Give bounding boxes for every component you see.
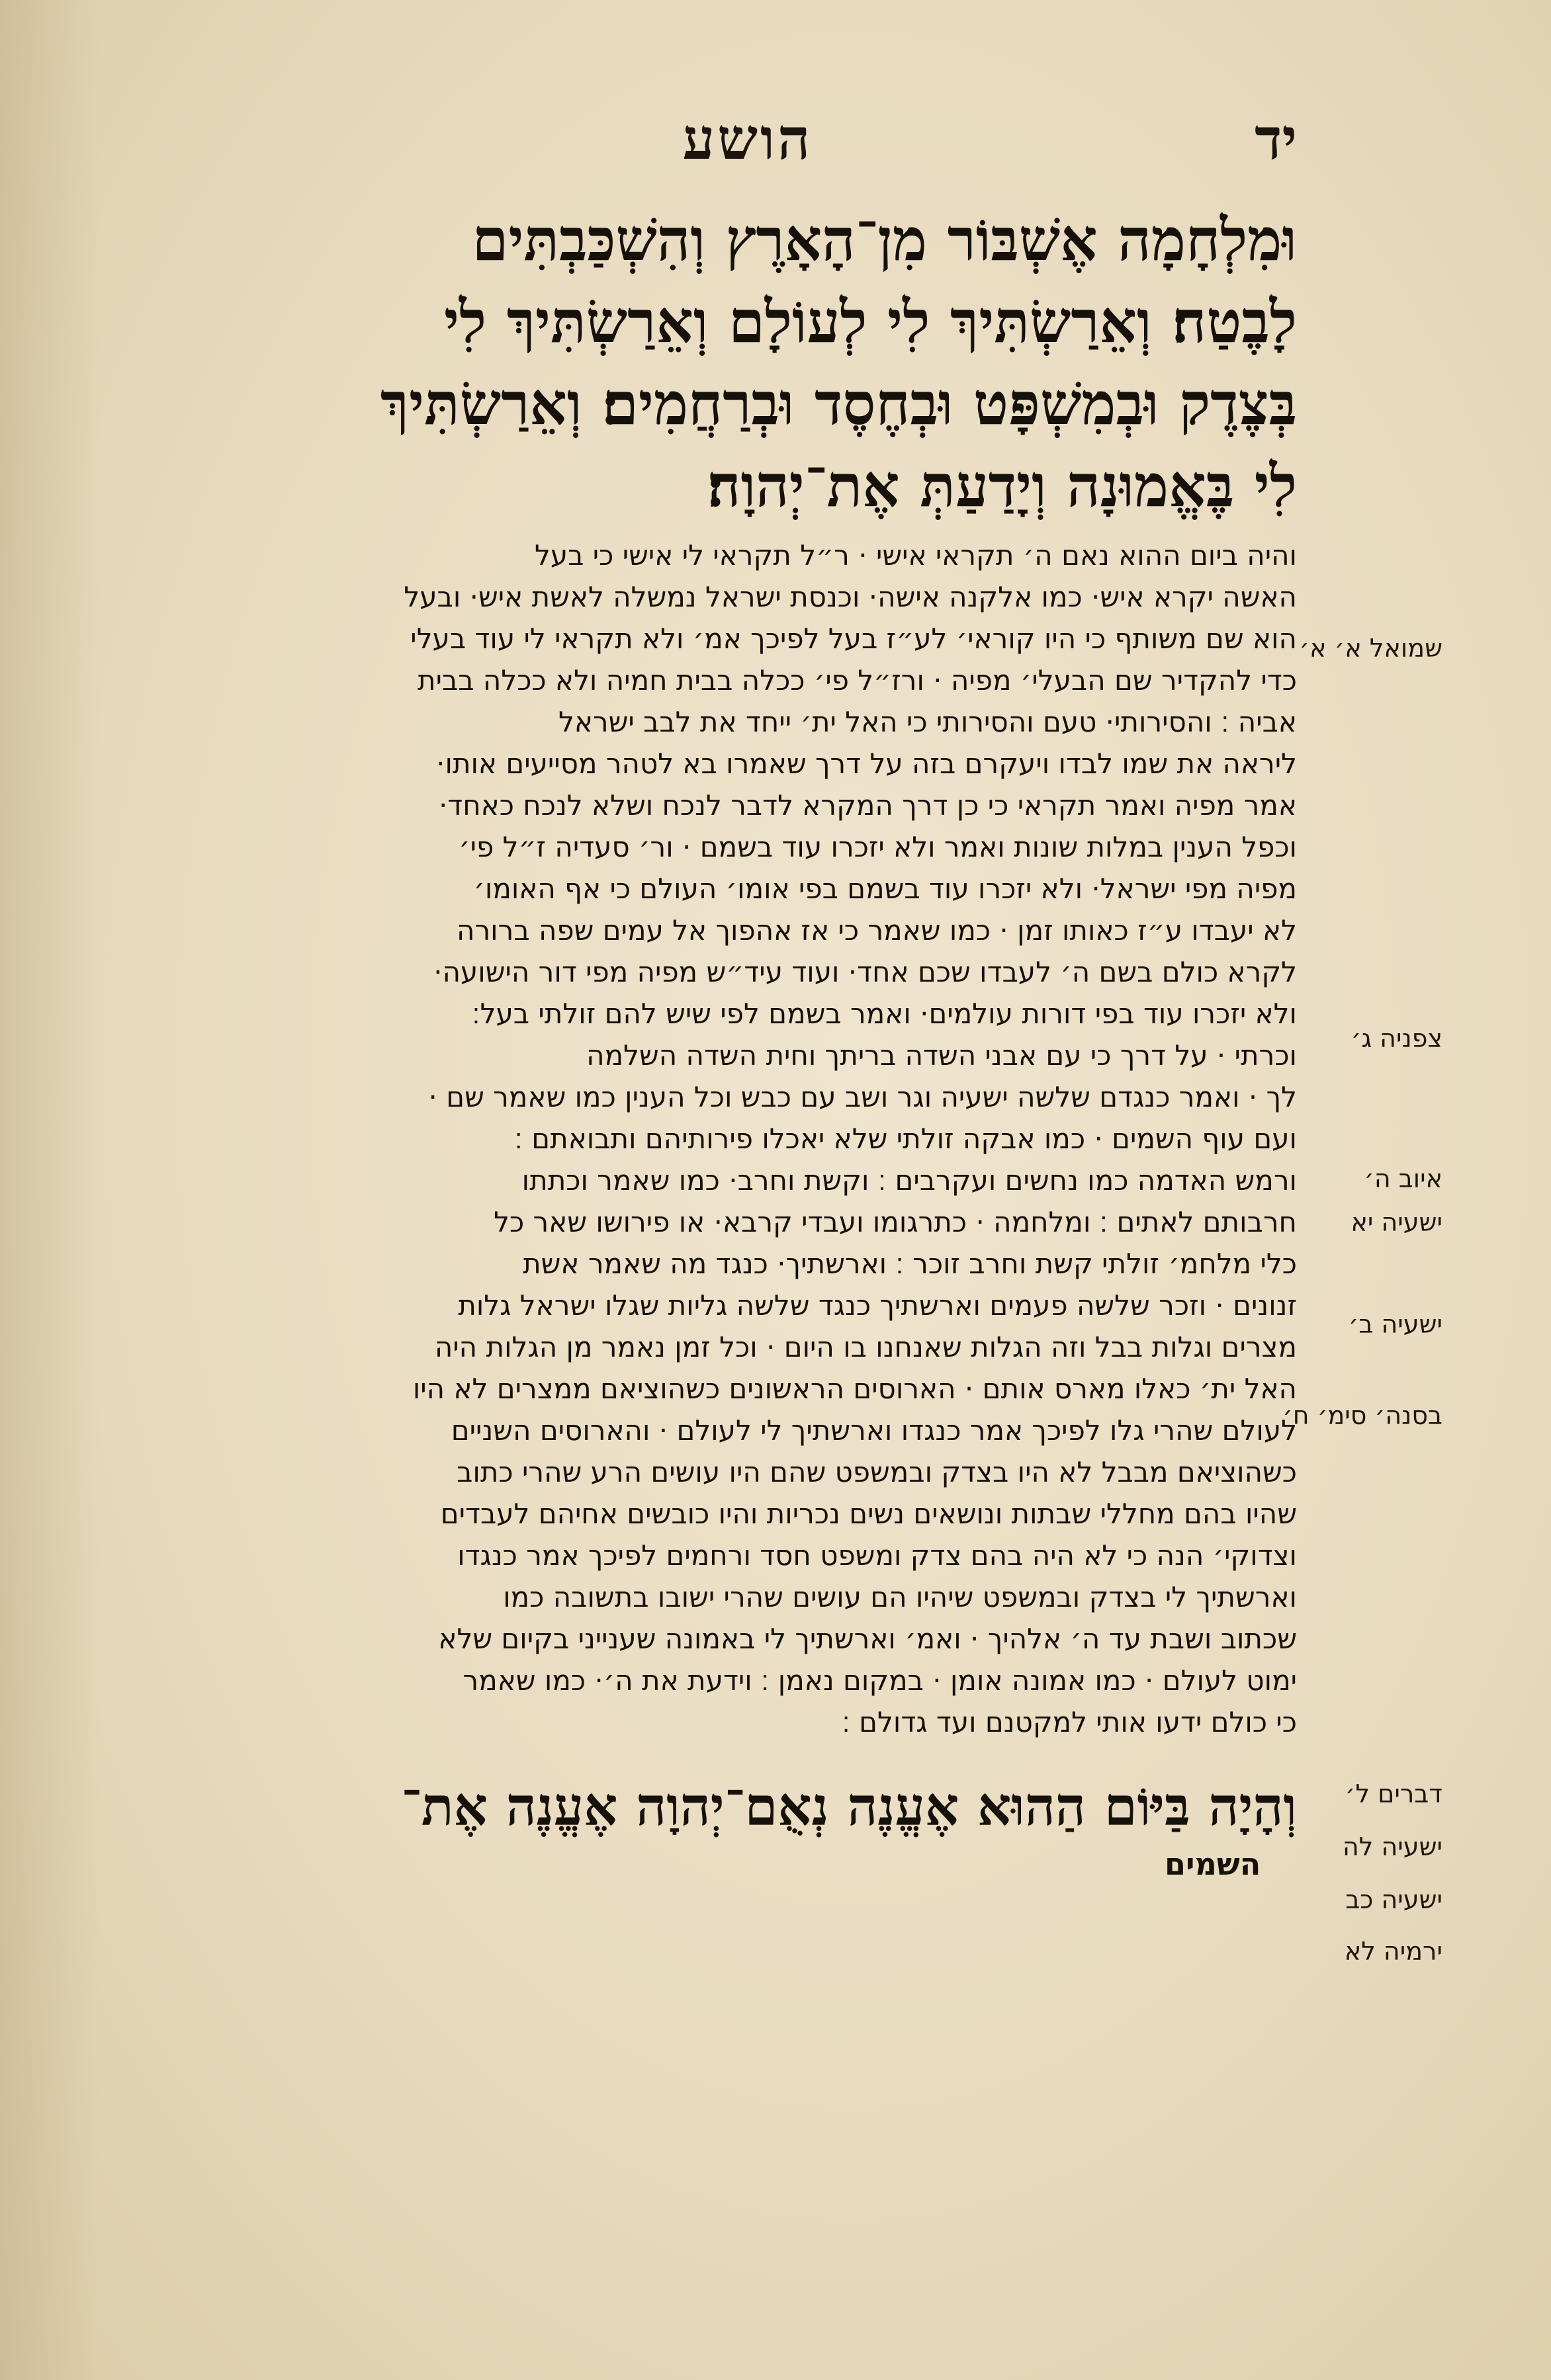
- folio-number: יד: [1255, 106, 1297, 173]
- commentary-line: וכפל הענין במלות שונות ואמר ולא יזכרו עוד בשמם · ור׳ סעדיה ז״ל פי׳: [459, 831, 1297, 863]
- commentary-line: ימוט לעולם · כמו אמונה אומן · במקום נאמן ׃ וידעת את ה׳· כמו שאמר: [463, 1664, 1297, 1697]
- margin-ref: ישעיה לה: [1342, 1832, 1442, 1861]
- verse-line: לָבֶטַח׃ וְאֵרַשְׂתִּיךְ לִי לְעוֹלָם וְאֵרַשְׂתִּיךְ לִי: [443, 287, 1297, 356]
- commentary-line: מפיה מפי ישראל· ולא יזכרו עוד בשמם בפי אומו׳ העולם כי אף האומו׳: [473, 872, 1297, 905]
- commentary-line: אמר מפיה ואמר תקראי כי כן דרך המקרא לדבר לנכח ושלא לנכח כאחד·: [438, 789, 1297, 822]
- margin-references: [1231, 0, 1522, 2380]
- next-verse-line: וְהָיָה בַּיּוֹם הַהוּא אֶעֱנֶה נְאֻם־יְהוָה אֶעֱנֶה אֶת־: [401, 1775, 1297, 1838]
- running-header: [199, 99, 1297, 185]
- margin-ref: דברים ל׳: [1345, 1779, 1442, 1808]
- book-title: הושע: [682, 106, 813, 173]
- commentary-line: לך · ואמר כנגדם שלשה ישעיה וגר ושב עם כבש וכל הענין כמו שאמר שם ·: [428, 1081, 1297, 1113]
- margin-ref: צפניה ג׳: [1351, 1024, 1442, 1053]
- commentary-line: אביה ׃ והסירותי· טעם והסירותי כי האל ית׳ ייחד את לבב ישראל: [558, 706, 1297, 738]
- main-text-block: [185, 198, 1297, 2302]
- verse-block: [185, 198, 1297, 527]
- commentary-line: וצדוקי׳ הנה כי לא היה בהם צדק ומשפט חסד ורחמים לפיכך אמר כנגדו: [457, 1539, 1297, 1572]
- commentary-line: האל ית׳ כאלו מארס אותם · הארוסים הראשונים כשהוציאם ממצרים לא היו: [412, 1373, 1297, 1405]
- margin-ref: ירמיה לא: [1344, 1937, 1442, 1966]
- commentary-line: זנונים · וזכר שלשה פעמים וארשתיך כנגד שלשה גליות שגלו ישראל גלות: [458, 1289, 1297, 1322]
- catchword: השמים: [1165, 1846, 1261, 1882]
- commentary-line: ועם עוף השמים · כמו אבקה זולתי שלא יאכלו פירותיהם ותבואתם ׃: [514, 1123, 1297, 1155]
- commentary-line: שכתוב ושבת עד ה׳ אלהיך · ואמ׳ וארשתיך לי באמונה שענייני בקיום שלא: [438, 1623, 1297, 1655]
- commentary-line: לקרא כולם בשם ה׳ לעבדו שכם אחד· ועוד עיד״ש מפיה מפי דור הישועה·: [433, 956, 1297, 988]
- commentary-line: לא יעבדו ע״ז כאותו זמן · כמו שאמר כי אז אהפוך אל עמים שפה ברורה: [457, 914, 1297, 947]
- commentary-line: כלי מלחמ׳ זולתי קשת וחרב זוכר ׃ וארשתיך· כנגד מה שאמר אשת: [523, 1248, 1297, 1280]
- margin-ref: איוב ה׳: [1364, 1164, 1442, 1193]
- verse-line: וּמִלְחָמָה אֶשְׁבּוֹר מִן־הָאָרֶץ וְהִשְׁכַּבְתִּים: [472, 205, 1297, 274]
- verse-line: בְּצֶדֶק וּבְמִשְׁפָּט וּבְחֶסֶד וּבְרַחֲמִים׃ וְאֵרַשְׂתִּיךְ: [380, 369, 1297, 438]
- margin-ref: ישעיה יא: [1351, 1208, 1442, 1237]
- commentary-line: כי כולם ידעו אותי למקטנם ועד גדולם ׃: [842, 1706, 1297, 1738]
- margin-ref: ישעיה ב׳: [1348, 1310, 1442, 1339]
- commentary-line: והיה ביום ההוא נאם ה׳ תקראי אישי · ר״ל תקראי לי אישי כי בעל: [534, 539, 1297, 572]
- commentary-line: לעולם שהרי גלו לפיכך אמר כנגדו וארשתיך לי לעולם · והארוסים השניים: [451, 1414, 1297, 1447]
- commentary-line: שהיו בהם מחללי שבתות ונושאים נשים נכריות והיו כובשים אחיהם לעבדים: [440, 1498, 1297, 1530]
- commentary-line: כשהוציאם מבבל לא היו בצדק ובמשפט שהם היו עושים הרע שהרי כתוב: [457, 1456, 1297, 1488]
- commentary-line: חרבותם לאתים ׃ ומלחמה · כתרגומו ועבדי קרבא· או פירושו שאר כל: [494, 1206, 1297, 1238]
- commentary-line: מצרים וגלות בבל וזה הגלות שאנחנו בו היום · וכל זמן נאמר מן הגלות היה: [434, 1331, 1297, 1363]
- commentary-line: ליראה את שמו לבדו ויעקרם בזה על דרך שאמרו בא לטהר מסייעים אותו·: [436, 747, 1297, 780]
- commentary-line: הוא שם משותף כי היו קוראי׳ לע״ז בעל לפיכך אמ׳ ולא תקראי לי עוד בעלי: [410, 622, 1297, 655]
- commentary-line: ורמש האדמה כמו נחשים ועקרבים ׃ וקשת וחרב· כמו שאמר וכתתו: [521, 1164, 1297, 1197]
- page-edge-stain: [0, 0, 99, 2380]
- commentary-block: [185, 534, 1297, 1743]
- commentary-line: כדי להקדיר שם הבעלי׳ מפיה · ורז״ל פי׳ ככלה בבית חמיה ולא ככלה בבית: [418, 664, 1297, 697]
- commentary-line: ולא יזכרו עוד בפי דורות עולמים· ואמר בשמם לפי שיש להם זולתי בעל׃: [472, 998, 1297, 1030]
- verse-line: לִי בֶּאֱמוּנָה וְיָדַעַתְּ אֶת־יְהוָה׃: [707, 451, 1297, 520]
- margin-ref: שמואל א׳ א׳: [1299, 634, 1442, 663]
- commentary-line: וכרתי · על דרך כי עם אבני השדה בריתך וחית השדה השלמה: [586, 1039, 1297, 1072]
- commentary-line: וארשתיך לי בצדק ובמשפט שיהיו הם עושים שהרי ישובו בתשובה כמו: [503, 1581, 1297, 1613]
- margin-ref: ישעיה כב: [1345, 1885, 1442, 1914]
- commentary-line: האשה יקרא איש· כמו אלקנה אישה· וכנסת ישראל נמשלה לאשת איש· ובעל: [404, 581, 1297, 613]
- margin-ref: בסנה׳ סימ׳ ח׳: [1282, 1401, 1442, 1430]
